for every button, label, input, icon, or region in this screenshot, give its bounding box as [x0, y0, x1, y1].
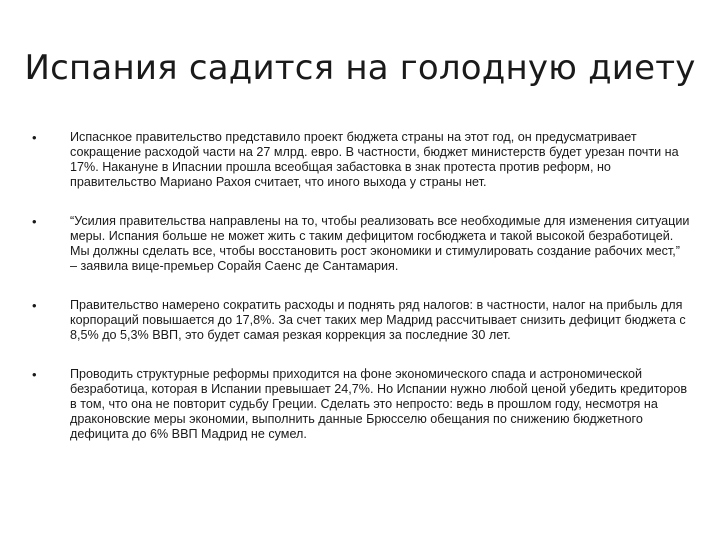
bullet-icon: • — [32, 130, 37, 145]
bullet-text: “Усилия правительства направлены на то, чтобы реализовать все необходимые для изменения ситуации меры. Испания больше не может жить с таким дефицитом госбюджета и такой высокой безработицей. Мы должны сделать все, чтобы восстановить рост экономики и стимулировать создание рабочих мест,” – заявила вице-премьер Сорайя Саенс де Сантамария. — [70, 214, 690, 273]
bullet-text: Испаснкое правительство представило проект бюджета страны на этот год, он предусматривает сокращение расходой части на 27 млрд. евро. В частности, бюджет министерств будет урезан почти на 17%. Накануне в Ипаснии прошла всеобщая забастовка в знак протеста против реформ, но правительство Мариано Рахоя считает, что иного выхода у страны нет. — [70, 130, 679, 189]
bullet-icon: • — [32, 298, 37, 313]
list-item — [30, 130, 690, 190]
bullet-icon: • — [32, 367, 37, 382]
slide-title: Испания садится на голодную диету — [24, 48, 696, 88]
bullet-text: Правительство намерено сократить расходы и поднять ряд налогов: в частности, налог на прибыль для корпораций повышается до 17,8%. За счет таких мер Мадрид рассчитывает снизить дефицит бюджета с 8,5% до 5,3% ВВП, это будет самая резкая коррекция за последние 30 лет. — [70, 298, 686, 342]
bullet-text: Проводить структурные реформы приходится на фоне экономического спада и астрономической безработица, которая в Испании превышает 24,7%. Но Испании нужно любой ценой убедить кредиторов в том, что она не повторит судьбу Греции. Сделать это непросто: ведь в прошлом году, несмотря на драконовские меры экономии, выполнить данные Брюсселю обещания по снижению бюджетного дефицита до 6% ВВП Мадрид не сумел. — [70, 367, 688, 441]
bullet-icon: • — [32, 214, 37, 229]
list-item — [30, 367, 690, 442]
list-item — [30, 214, 690, 274]
bullet-list — [30, 130, 690, 466]
list-item — [30, 298, 690, 343]
